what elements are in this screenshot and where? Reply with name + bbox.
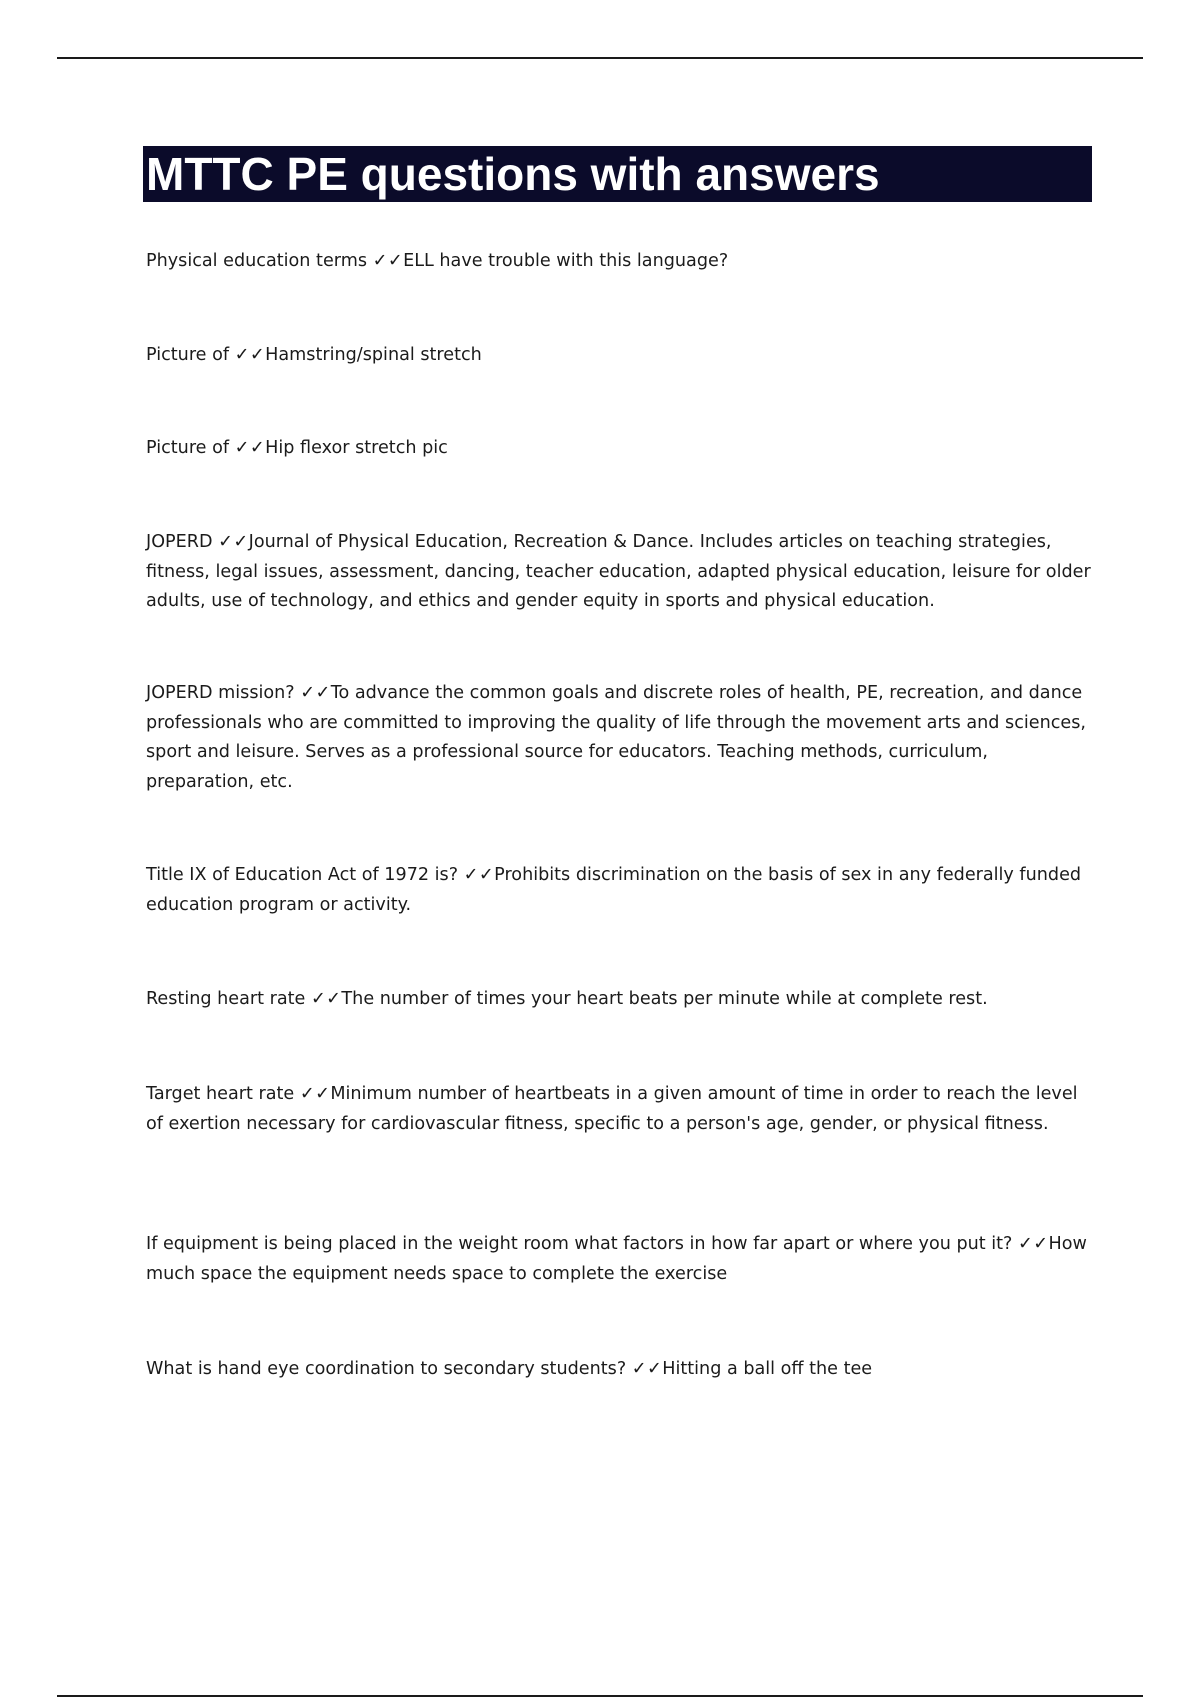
document-title: MTTC PE questions with answers	[146, 148, 880, 200]
question-text: JOPERD mission?	[146, 683, 301, 703]
question-text: Resting heart rate	[146, 989, 311, 1009]
top-rule	[57, 57, 1143, 59]
answer-text: How much space the equipment needs space to complete the exercise	[146, 1234, 1087, 1284]
answer-text: Hitting a ball off the tee	[662, 1359, 873, 1379]
double-check-icon: ✓✓	[300, 683, 331, 703]
question-text: JOPERD	[146, 532, 219, 552]
double-check-icon: ✓✓	[234, 438, 266, 458]
answer-text: Hip flexor stretch pic	[265, 438, 448, 458]
qa-item	[146, 1230, 1092, 1289]
qa-item	[146, 1080, 1092, 1139]
question-text: What is hand eye coordination to secondary students?	[146, 1359, 632, 1379]
answer-text: To advance the common goals and discrete roles of health, PE, recreation, and dance professionals who are committed to improving the quality of life through the movement arts and sciences, sport and leisure. Serves as a professional source for educators. Teaching methods, curriculum, preparation, etc.	[146, 683, 1086, 792]
qa-item	[146, 341, 1092, 371]
answer-text: Journal of Physical Education, Recreation & Dance. Includes articles on teaching strategies, fitness, legal issues, assessment, dancing, teacher education, adapted physical education, leisure for older adults, use of technology, and ethics and gender equity in sports and physical education.	[146, 532, 1091, 611]
double-check-icon: ✓✓	[299, 1084, 331, 1104]
answer-text: Prohibits discrimination on the basis of sex in any federally funded education program or activity.	[146, 865, 1082, 915]
answer-text: Minimum number of heartbeats in a given amount of time in order to reach the level of exertion necessary for cardiovascular fitness, specific to a person's age, gender, or physical fitness.	[146, 1084, 1078, 1134]
qa-item	[146, 434, 1092, 464]
question-text: Title IX of Education Act of 1972 is?	[146, 865, 464, 885]
question-text: If equipment is being placed in the weight room what factors in how far apart or where you put it?	[146, 1234, 1018, 1254]
double-check-icon: ✓✓	[631, 1359, 663, 1379]
qa-item	[146, 247, 1092, 277]
qa-item	[146, 985, 1092, 1015]
qa-item	[146, 861, 1092, 920]
answer-text: The number of times your heart beats per minute while at complete rest.	[341, 989, 988, 1009]
qa-item	[146, 528, 1092, 617]
double-check-icon: ✓✓	[463, 865, 495, 885]
bottom-rule	[57, 1695, 1143, 1697]
double-check-icon: ✓✓	[372, 251, 404, 271]
answer-text: Hamstring/spinal stretch	[265, 345, 482, 365]
double-check-icon: ✓✓	[218, 532, 249, 552]
question-text: Picture of	[146, 438, 235, 458]
answer-text: ELL have trouble with this language?	[403, 251, 729, 271]
question-text: Picture of	[146, 345, 235, 365]
qa-item	[146, 1355, 1092, 1385]
double-check-icon: ✓✓	[234, 345, 266, 365]
double-check-icon: ✓✓	[1018, 1234, 1049, 1254]
double-check-icon: ✓✓	[310, 989, 342, 1009]
question-text: Physical education terms	[146, 251, 373, 271]
question-text: Target heart rate	[146, 1084, 300, 1104]
title-banner	[143, 146, 1092, 202]
qa-item	[146, 679, 1092, 797]
